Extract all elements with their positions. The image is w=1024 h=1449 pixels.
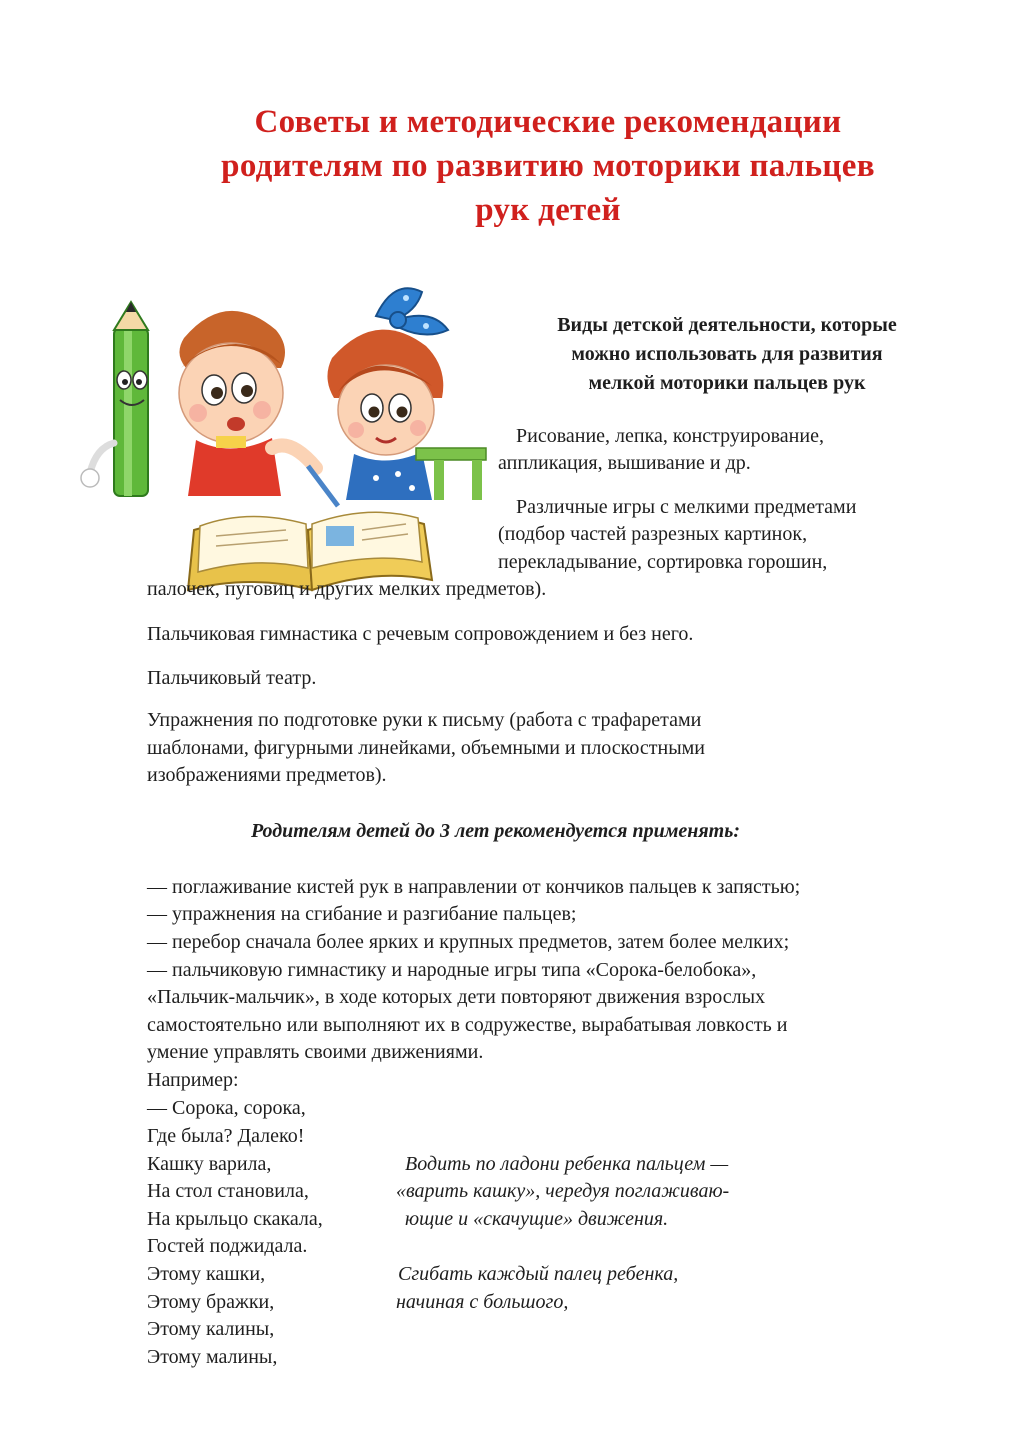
activities-p2-line4: палочек, пуговиц и других мелких предметов). bbox=[147, 578, 547, 600]
pencil-character-icon bbox=[81, 302, 148, 496]
rhyme-note1-line2: «варить кашку», чередуя поглаживаю- bbox=[396, 1180, 730, 1202]
activities-p5-line3: изображениями предметов). bbox=[147, 764, 387, 786]
rhyme-line: На стол становила, bbox=[147, 1180, 309, 1202]
under3-line: — упражнения на сгибание и разгибание пальцев; bbox=[147, 903, 577, 925]
under3-line: — пальчиковую гимнастику и народные игры типа «Сорока-белобока», bbox=[147, 959, 757, 981]
under3-heading: Родителям детей до 3 лет рекомендуется применять: bbox=[251, 820, 741, 842]
activities-p3: Пальчиковая гимнастика с речевым сопровождением и без него. bbox=[147, 623, 694, 645]
rhyme-line: Этому калины, bbox=[147, 1318, 275, 1340]
rhyme-line: На крыльцо скакала, bbox=[147, 1208, 323, 1230]
under3-line: «Пальчик-мальчик», в ходе которых дети повторяют движения взрослых bbox=[147, 986, 766, 1008]
activities-p5-line1: Упражнения по подготовке руки к письму (работа с трафаретами bbox=[147, 709, 702, 731]
activities-p4: Пальчиковый театр. bbox=[147, 667, 317, 689]
activities-p1-line1: Рисование, лепка, конструирование, bbox=[516, 425, 824, 447]
under3-line: — перебор сначала более ярких и крупных предметов, затем более мелких; bbox=[147, 931, 790, 953]
page-title bbox=[100, 100, 996, 232]
rhyme-note1-line3: ющие и «скачущие» движения. bbox=[405, 1208, 669, 1230]
under3-line: самостоятельно или выполняют их в содружестве, вырабатывая ловкость и bbox=[147, 1014, 788, 1036]
rhyme-note2-line1: Сгибать каждый палец ребенка, bbox=[398, 1263, 679, 1285]
activities-p2-line1: Различные игры с мелкими предметами bbox=[516, 496, 857, 518]
boy-character-icon bbox=[179, 311, 338, 506]
rhyme-line: Этому малины, bbox=[147, 1346, 278, 1368]
activities-heading: Виды детской деятельности, которые можно использовать для развития мелкой моторики пальцев рук bbox=[557, 314, 897, 394]
girl-character-icon bbox=[327, 288, 448, 500]
under3-line: умение управлять своими движениями. bbox=[147, 1041, 484, 1063]
rhyme-line: Гостей поджидала. bbox=[147, 1235, 308, 1257]
title-line-3: рук детей bbox=[475, 192, 621, 228]
title-line-1: Советы и методические рекомендации bbox=[254, 104, 842, 140]
activities-p2-line3: перекладывание, сортировка горошин, bbox=[498, 551, 828, 573]
title-line-2: родителям по развитию моторики пальцев bbox=[221, 148, 875, 184]
activities-p1-line2: аппликация, вышивание и др. bbox=[498, 452, 751, 474]
children-reading-illustration bbox=[76, 268, 488, 608]
rhyme-line: — Сорока, сорока, bbox=[147, 1097, 306, 1119]
rhyme-line: Этому кашки, bbox=[147, 1263, 266, 1285]
activities-p2-line2: (подбор частей разрезных картинок, bbox=[498, 523, 808, 545]
rhyme-note2-line2: начиная с большого, bbox=[396, 1291, 569, 1313]
rhyme-line: Этому бражки, bbox=[147, 1291, 275, 1313]
activities-p5-line2: шаблонами, фигурными линейками, объемными и плоскостными bbox=[147, 737, 705, 759]
under3-line: — поглаживание кистей рук в направлении от кончиков пальцев к запястью; bbox=[147, 876, 801, 898]
rhyme-line: Где была? Далеко! bbox=[147, 1125, 305, 1147]
rhyme-line: Кашку варила, bbox=[147, 1153, 272, 1175]
under3-line: Например: bbox=[147, 1069, 239, 1091]
rhyme-note1-line1: Водить по ладони ребенка пальцем — bbox=[405, 1153, 729, 1175]
